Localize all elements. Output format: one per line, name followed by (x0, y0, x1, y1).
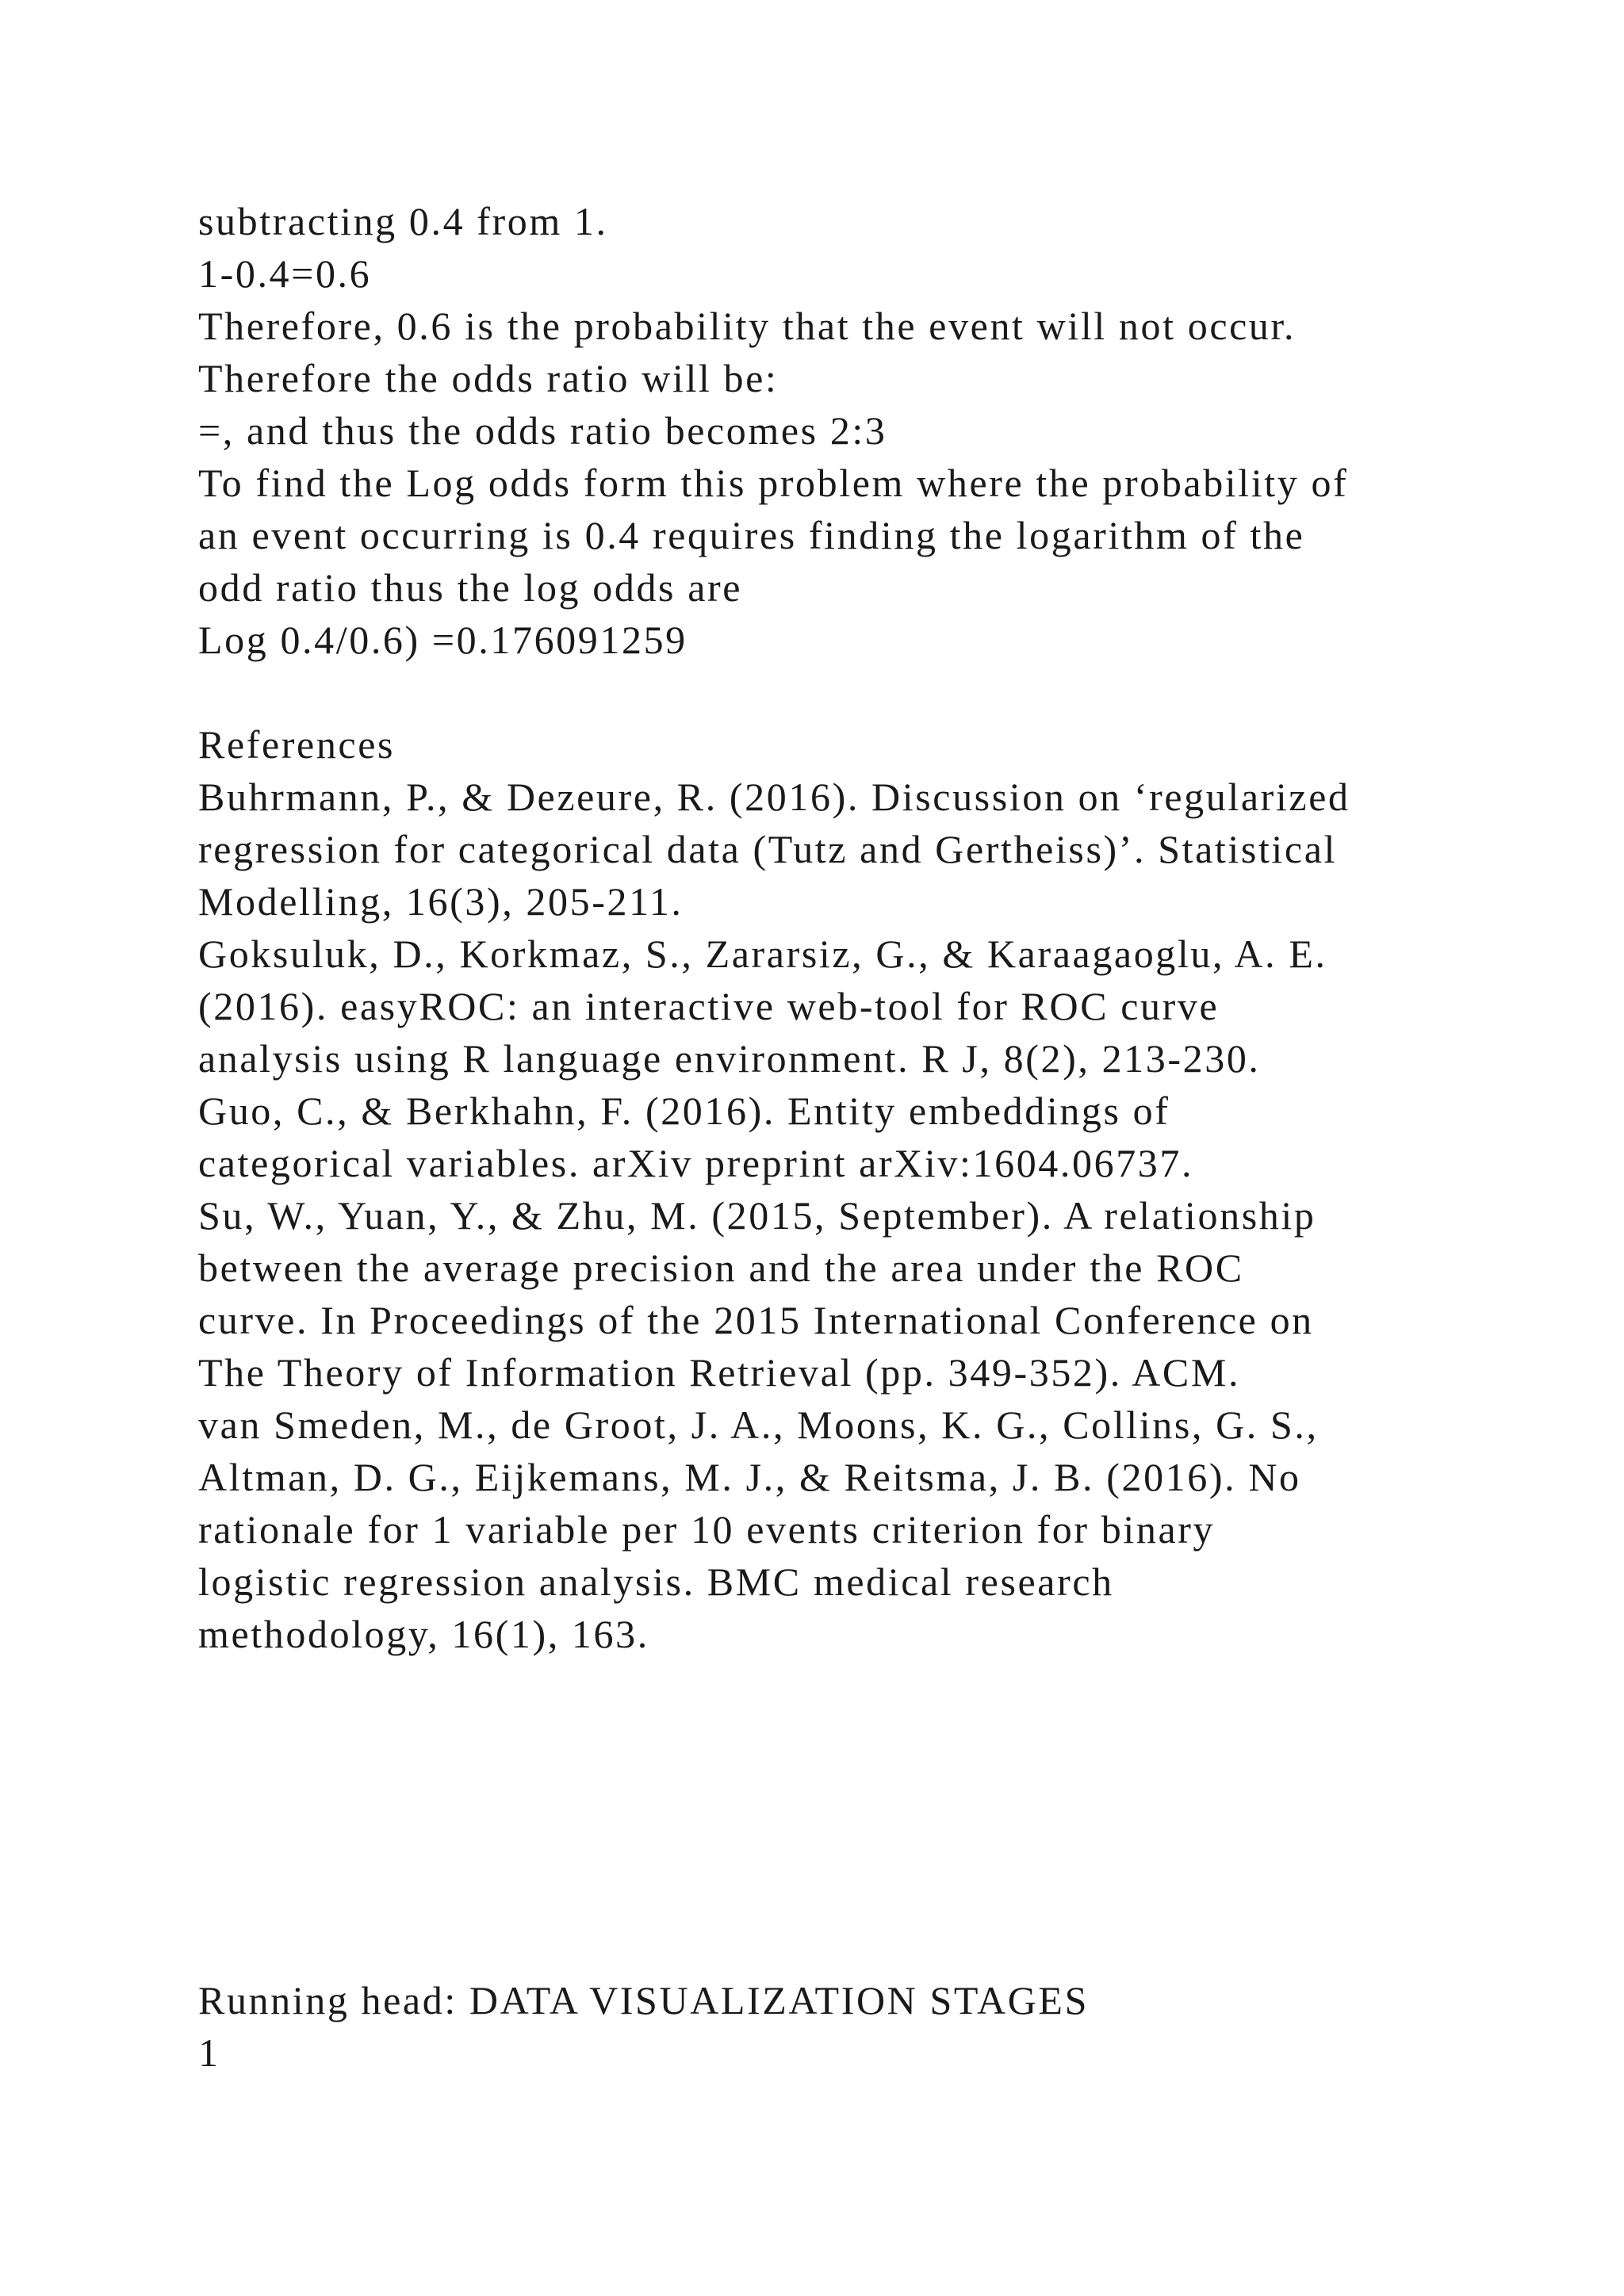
reference-line: between the average precision and the area under the ROC (198, 1246, 1244, 1290)
body-line: odd ratio thus the log odds are (198, 565, 743, 610)
reference-line: Guo, C., & Berkhahn, F. (2016). Entity embeddings of (198, 1089, 1170, 1133)
page-gap (198, 1660, 1507, 1974)
reference-line: analysis using R language environment. R J, 8(2), 213-230. (198, 1036, 1261, 1081)
reference-line: regression for categorical data (Tutz and Gertheiss)’. Statistical (198, 827, 1338, 871)
reference-line: van Smeden, M., de Groot, J. A., Moons, K. G., Collins, G. S., (198, 1402, 1319, 1447)
references-heading: References (198, 722, 396, 767)
body-line: To find the Log odds form this problem where the probability of (198, 461, 1349, 505)
reference-line: (2016). easyROC: an interactive web-tool for ROC curve (198, 984, 1220, 1028)
reference-line: Modelling, 16(3), 205-211. (198, 879, 684, 924)
reference-line: Altman, D. G., Eijkemans, M. J., & Reitsma, J. B. (2016). No (198, 1455, 1301, 1499)
reference-line: logistic regression analysis. BMC medical research (198, 1559, 1114, 1604)
body-line: Therefore the odds ratio will be: (198, 356, 779, 400)
body-line: Log 0.4/0.6) =0.176091259 (198, 618, 688, 662)
reference-line: Su, W., Yuan, Y., & Zhu, M. (2015, September). A relationship (198, 1193, 1316, 1238)
reference-line: curve. In Proceedings of the 2015 International Conference on (198, 1298, 1314, 1342)
running-head: Running head: DATA VISUALIZATION STAGES (198, 1978, 1089, 2022)
reference-line: rationale for 1 variable per 10 events criterion for binary (198, 1507, 1216, 1552)
body-line: 1-0.4=0.6 (198, 251, 372, 296)
body-line: subtracting 0.4 from 1. (198, 199, 608, 243)
reference-line: Buhrmann, P., & Dezeure, R. (2016). Discussion on ‘regularized (198, 775, 1350, 819)
body-line: an event occurring is 0.4 requires finding the logarithm of the (198, 513, 1305, 557)
body-line: Therefore, 0.6 is the probability that the event will not occur. (198, 304, 1297, 348)
body-line: =, and thus the odds ratio becomes 2:3 (198, 408, 887, 453)
page-number: 1 (198, 2030, 220, 2075)
document-page (198, 195, 1507, 2079)
reference-line: categorical variables. arXiv preprint arXiv:1604.06737. (198, 1141, 1194, 1185)
reference-line: methodology, 16(1), 163. (198, 1612, 649, 1656)
blank-line (198, 666, 1507, 718)
reference-line: The Theory of Information Retrieval (pp. 349-352). ACM. (198, 1350, 1241, 1395)
reference-line: Goksuluk, D., Korkmaz, S., Zararsiz, G., & Karaagaoglu, A. E. (198, 932, 1327, 976)
